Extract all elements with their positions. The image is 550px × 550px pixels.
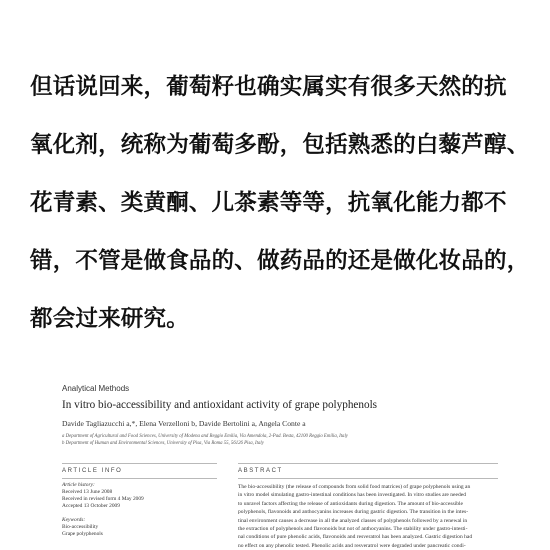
caption-line: 花青素、类黄酮、儿茶素等等，抗氧化能力都不 bbox=[30, 190, 507, 216]
abstract-line: tinal environment causes a decrease in all the analyzed classes of polyphenols followed by a renewal in bbox=[238, 517, 468, 524]
caption-line: 但话说回来，葡萄籽也确实属实有很多天然的抗 bbox=[30, 74, 507, 100]
history-line: Keywords: bbox=[62, 517, 86, 523]
divider bbox=[238, 478, 498, 479]
history-line: Accepted 13 October 2009 bbox=[62, 503, 120, 509]
paper-screenshot bbox=[50, 375, 505, 550]
article-history bbox=[62, 482, 217, 538]
abstract-line: the extraction of polyphenols and flavonoids but not of anthocyanins. The stability under gastro-intesti- bbox=[238, 525, 468, 532]
divider bbox=[62, 463, 217, 464]
paper-authors: Davide Tagliazucchi a,*, Elena Verzelloni b, Davide Bertolini a, Angela Conte a bbox=[62, 419, 306, 428]
history-line: Received in revised form 4 May 2009 bbox=[62, 496, 144, 502]
caption-line: 错，不管是做食品的、做药品的还是做化妆品的， bbox=[30, 248, 530, 274]
affiliation: b Department of Human and Environmental Sciences, University of Pisa, Via Roma 55, 56126 Pisa, Italy bbox=[62, 441, 264, 446]
history-line bbox=[62, 510, 217, 517]
history-line: Received 13 June 2008 bbox=[62, 489, 113, 495]
affiliation: a Department of Agricultural and Food Sciences, University of Modena and Reggio Emilia, Via Amendola, 2-Pad. Besta, 42100 Reggio Emilia, Italy bbox=[62, 434, 348, 439]
journal-section: Analytical Methods bbox=[62, 384, 130, 393]
divider bbox=[62, 478, 217, 479]
article-info-heading: ARTICLE INFO bbox=[62, 468, 123, 474]
abstract-line: no effect on any phenolic tested. Phenolic acids and resveratrol were degraded under pancreatic condi- bbox=[238, 542, 466, 549]
caption-text bbox=[30, 58, 530, 348]
abstract-line: nal conditions of pure phenolic acids, flavonoids and resveratrol has been analyzed. Gastric digestion had bbox=[238, 534, 473, 541]
caption-line: 氧化剂，统称为葡萄多酚，包括熟悉的白藜芦醇、 bbox=[30, 132, 530, 158]
history-line: Article history: bbox=[62, 482, 95, 488]
abstract-text bbox=[238, 483, 500, 550]
abstract-heading: ABSTRACT bbox=[238, 468, 283, 474]
abstract-line: in vitro model simulating gastro-intestinal conditions has been investigated. In vitro studies are needed bbox=[238, 492, 466, 499]
abstract-line: The bio-accessibility (the release of compounds from solid food matrices) of grape polyphenols using an bbox=[238, 484, 471, 490]
paper-title: In vitro bio-accessibility and antioxidant activity of grape polyphenols bbox=[62, 399, 378, 411]
abstract-line: polyphenols, flavonoids and anthocyanins increases during gastric digestion. The transition in the intes- bbox=[238, 509, 469, 516]
history-line: Grape polyphenols bbox=[62, 531, 103, 537]
caption-line: 都会过来研究。 bbox=[30, 306, 189, 332]
divider bbox=[238, 463, 498, 464]
abstract-line: to unravel factors affecting the release of antioxidants during digestion. The amount of bio-accessible bbox=[238, 500, 463, 507]
history-line: Bio-accessibility bbox=[62, 524, 99, 530]
